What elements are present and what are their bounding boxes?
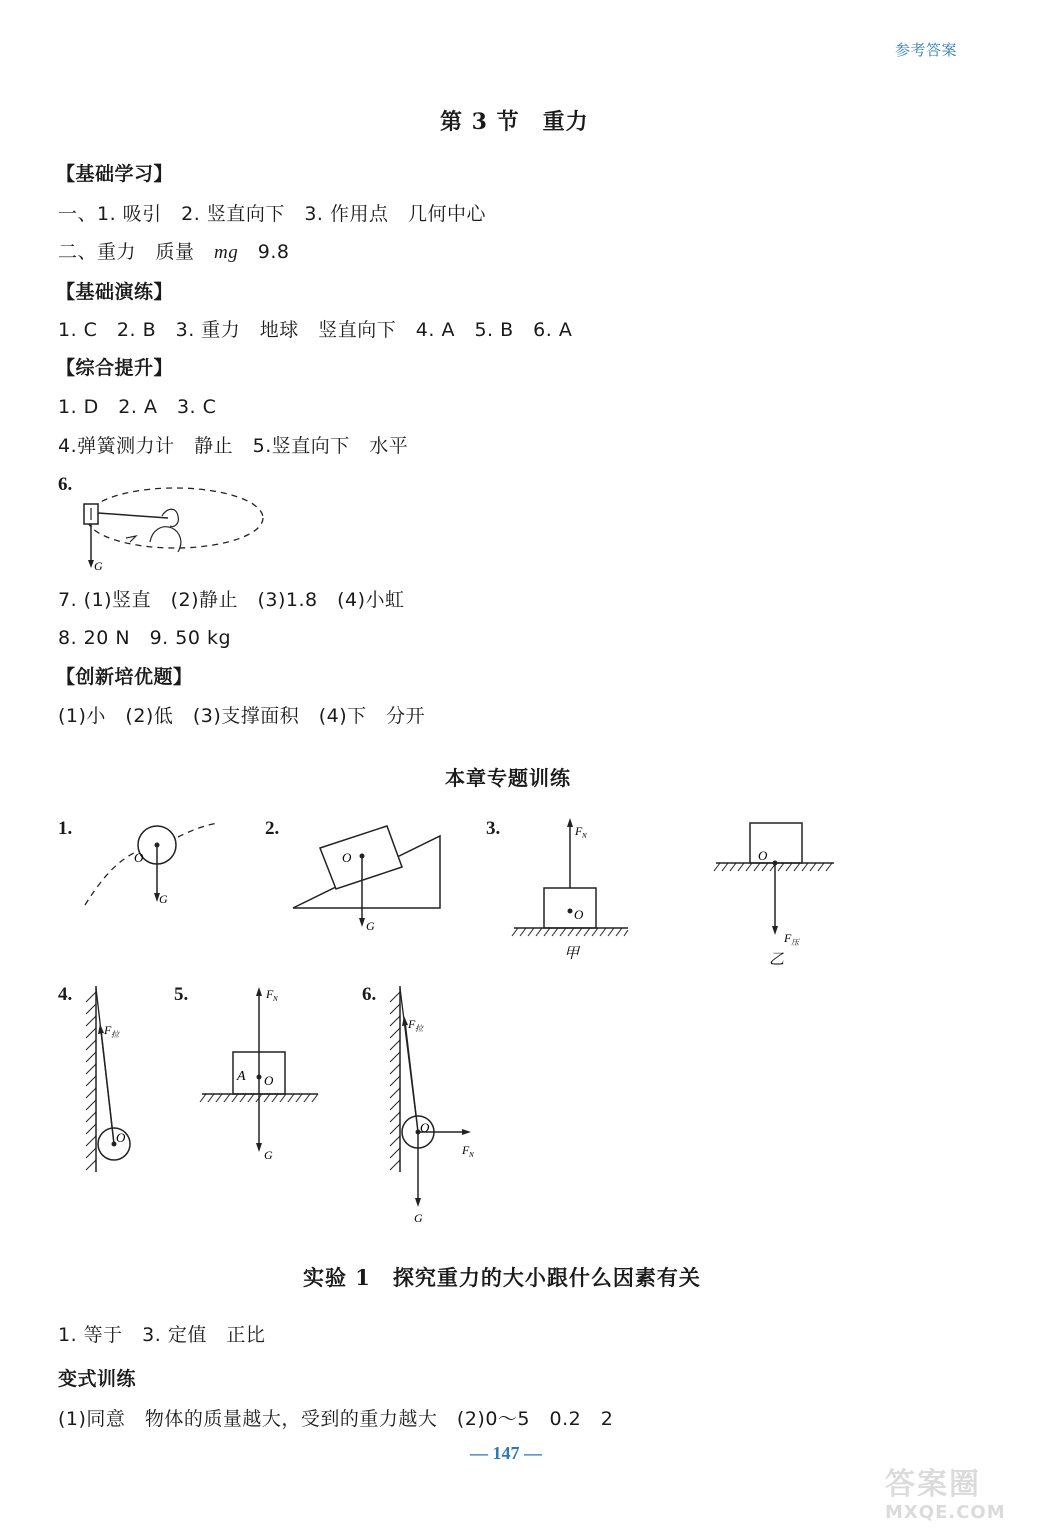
comprehensive-line2: 4.弹簧测力计 静止 5.竖直向下 水平 xyxy=(58,435,409,457)
comprehensive-line1: 1. D 2. A 3. C xyxy=(58,396,217,418)
page-number: — 147 — xyxy=(470,1443,542,1463)
fig1-figure xyxy=(80,815,240,925)
fig4-f-sub: 拉 xyxy=(111,1030,119,1039)
q6-g-label: G xyxy=(94,559,103,573)
section-title: 第 3 节 重力 xyxy=(440,109,589,135)
fig2-figure xyxy=(290,812,450,937)
line2-suffix: 9.8 xyxy=(238,241,290,263)
fig3b-figure xyxy=(714,818,839,968)
chapter-training-title: 本章专题训练 xyxy=(445,766,571,790)
watermark-logo: 答案圈 MXQE.COM xyxy=(885,1467,1006,1523)
fig3b-o: O xyxy=(758,848,768,863)
fig6-fn: F xyxy=(462,1143,470,1157)
fig6-figure xyxy=(386,982,496,1227)
fig4-o: O xyxy=(116,1130,126,1145)
fig6-label: 6. xyxy=(362,984,377,1005)
innovation-line1: (1)小 (2)低 (3)支撑面积 (4)下 分开 xyxy=(58,705,426,727)
fig2-g: G xyxy=(366,919,375,933)
fig3-f-sub: N xyxy=(582,832,587,840)
fig3b-caption: 乙 xyxy=(769,952,785,968)
fig3b-f: F xyxy=(784,931,792,945)
basic-learning-heading: 【基础学习】 xyxy=(56,163,174,185)
fig5-figure xyxy=(200,982,325,1167)
fig1-o: O xyxy=(134,850,144,865)
experiment-line2: (1)同意 物体的质量越大，受到的重力越大 (2)0～5 0.2 2 xyxy=(58,1408,614,1430)
fig3b-f-sub: 压 xyxy=(791,938,799,947)
basic-practice-line1: 1. C 2. B 3. 重力 地球 竖直向下 4. A 5. B 6. A xyxy=(58,319,573,341)
fig2-label: 2. xyxy=(265,818,280,839)
header-tag: 参考答案 xyxy=(895,41,958,59)
innovation-heading: 【创新培优题】 xyxy=(56,666,193,688)
fig2-o: O xyxy=(342,850,352,865)
fig3-o: O xyxy=(574,907,584,922)
direction-arrow-icon xyxy=(126,536,136,542)
block xyxy=(544,888,596,928)
line2-mg: mg xyxy=(214,242,239,263)
string xyxy=(98,513,168,518)
fig6-g: G xyxy=(414,1211,423,1225)
fig1-label: 1. xyxy=(58,818,73,839)
fig3-caption: 甲 xyxy=(564,946,580,962)
q6-label: 6. xyxy=(58,474,73,495)
basic-learning-line2 xyxy=(58,240,289,265)
fig6-f-sub: 拉 xyxy=(415,1024,423,1033)
fig6-f: F xyxy=(408,1017,416,1031)
fig4-label: 4. xyxy=(58,984,73,1005)
fig3-f: F xyxy=(575,824,583,838)
q6-figure xyxy=(80,480,280,575)
line2-prefix: 二、重力 质量 xyxy=(58,241,215,263)
fig5-f-sub: N xyxy=(273,995,278,1003)
circular-path xyxy=(87,488,263,548)
fig4-f: F xyxy=(104,1023,112,1037)
basic-practice-heading: 【基础演练】 xyxy=(56,281,174,303)
fig5-a: A xyxy=(237,1069,246,1084)
experiment-line1: 1. 等于 3. 定值 正比 xyxy=(58,1324,266,1346)
fig5-label: 5. xyxy=(174,984,189,1005)
fig6-fn-sub: N xyxy=(469,1151,474,1159)
fig4-figure xyxy=(82,982,172,1177)
fig3-figure xyxy=(512,815,632,965)
comprehensive-heading: 【综合提升】 xyxy=(56,357,174,379)
basic-learning-line1: 一、1. 吸引 2. 竖直向下 3. 作用点 几何中心 xyxy=(58,203,487,225)
fig1-g: G xyxy=(159,892,168,906)
variant-training-heading: 变式训练 xyxy=(58,1368,137,1390)
comprehensive-line4: 8. 20 N 9. 50 kg xyxy=(58,627,232,649)
comprehensive-line3: 7. (1)竖直 (2)静止 (3)1.8 (4)小虹 xyxy=(58,589,405,611)
fig5-f: F xyxy=(266,987,274,1001)
fig6-o: O xyxy=(420,1120,430,1135)
experiment-title: 实验 1 探究重力的大小跟什么因素有关 xyxy=(303,1265,701,1290)
fig5-o: O xyxy=(264,1073,274,1088)
fig5-g: G xyxy=(264,1148,273,1162)
fig3-label: 3. xyxy=(486,818,501,839)
